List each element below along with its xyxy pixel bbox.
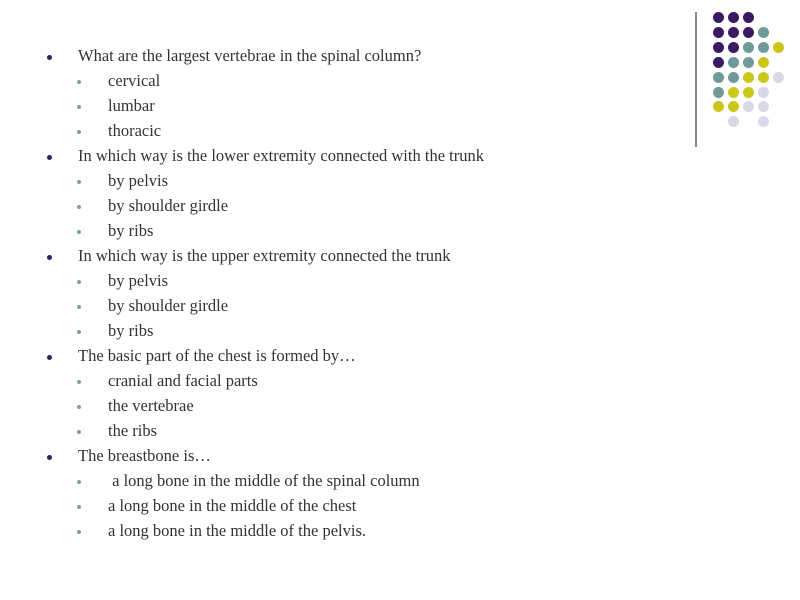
decorative-dot	[743, 87, 754, 98]
bullet-dot	[77, 280, 81, 284]
decorative-dot	[773, 42, 784, 53]
decorative-dot	[743, 12, 754, 23]
decorative-dot	[713, 57, 724, 68]
decorative-dot	[728, 101, 739, 112]
decorative-dot	[758, 72, 769, 83]
answer-text: the ribs	[108, 421, 158, 440]
decorative-dot	[728, 42, 739, 53]
answer-text: a long bone in the middle of the pelvis.	[108, 521, 366, 540]
answer-text: a long bone in the middle of the spinal column	[108, 471, 420, 490]
decorative-dot	[713, 72, 724, 83]
bullet-dot	[77, 505, 81, 509]
question-text: What are the largest vertebrae in the spinal column?	[78, 46, 422, 65]
decorative-dot	[758, 116, 769, 127]
decorative-dot	[758, 101, 769, 112]
bullet-dot	[77, 205, 81, 209]
question-text: In which way is the lower extremity connected with the trunk	[78, 146, 484, 165]
bullet-dot	[47, 455, 52, 460]
decorative-dot	[713, 42, 724, 53]
bullet-dot	[77, 180, 81, 184]
answer-text: cranial and facial parts	[108, 371, 258, 390]
question-text: In which way is the upper extremity connected the trunk	[78, 246, 451, 265]
question-text: The breastbone is…	[78, 446, 211, 465]
answer-text: by ribs	[108, 221, 154, 240]
decorative-dot	[743, 57, 754, 68]
decorative-dot	[728, 72, 739, 83]
decorative-dot	[743, 101, 754, 112]
decorative-dot	[728, 57, 739, 68]
decorative-dot	[758, 87, 769, 98]
bullet-dot	[47, 355, 52, 360]
answer-text: lumbar	[108, 96, 155, 115]
bullet-dot	[47, 55, 52, 60]
bullet-dot	[47, 155, 52, 160]
decorative-dot	[743, 42, 754, 53]
answer-text: by pelvis	[108, 171, 169, 190]
decorative-dot	[758, 27, 769, 38]
decorative-dot	[758, 42, 769, 53]
bullet-dot	[77, 480, 81, 484]
answer-text: thoracic	[108, 121, 162, 140]
decorative-dot	[728, 12, 739, 23]
decorative-dot	[728, 116, 739, 127]
bullet-dot	[77, 530, 81, 534]
bullet-dot	[77, 105, 81, 109]
decorative-dot	[713, 101, 724, 112]
bullet-dot	[77, 80, 81, 84]
bullet-dot	[47, 255, 52, 260]
answer-text: the vertebrae	[108, 396, 194, 415]
answer-text: by ribs	[108, 321, 154, 340]
question-text: The basic part of the chest is formed by…	[78, 346, 356, 365]
bullet-dot	[77, 430, 81, 434]
decorative-dot	[728, 87, 739, 98]
decorative-dot	[713, 12, 724, 23]
answer-text: by shoulder girdle	[108, 196, 229, 215]
decorative-dot	[713, 87, 724, 98]
decorative-dot	[713, 27, 724, 38]
answer-text: by shoulder girdle	[108, 296, 229, 315]
bullet-dot	[77, 330, 81, 334]
decorative-dot	[743, 27, 754, 38]
bullet-dot	[77, 230, 81, 234]
decorative-dot	[743, 72, 754, 83]
answer-text: cervical	[108, 71, 161, 90]
bullet-dot	[77, 405, 81, 409]
answer-text: a long bone in the middle of the chest	[108, 496, 357, 515]
bullet-dot	[77, 305, 81, 309]
bullet-dot	[77, 380, 81, 384]
bullet-dot	[77, 130, 81, 134]
decorative-dot	[773, 72, 784, 83]
answer-text: by pelvis	[108, 271, 169, 290]
decorative-dot	[758, 57, 769, 68]
decorative-dot	[728, 27, 739, 38]
